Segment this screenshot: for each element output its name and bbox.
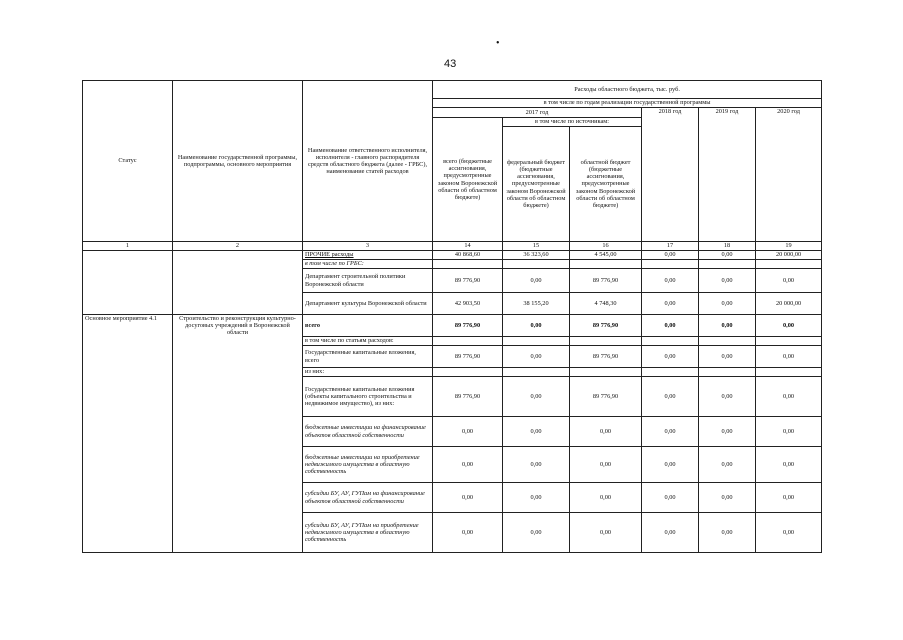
cell-value: 0,00 [756,483,822,513]
table-row [83,251,822,260]
row-label: бюджетные инвестиции на приобретение недвижимого имущества в областную собственность [303,447,433,483]
page-number: 43 [444,58,457,70]
cell-value: 0,00 [756,346,822,368]
cell-value: 4 545,00 [570,251,642,260]
row-label: Государственные капитальные вложения (объекты капитального строительства и недвижимое имущество), из них: [303,377,433,417]
cell-value: 0,00 [503,315,570,337]
cell-value: 0,00 [756,269,822,293]
cell-value: 0,00 [756,377,822,417]
cell-value: 0,00 [756,417,822,447]
empty-name-cell [173,251,303,315]
cell-value: 89 776,90 [433,346,503,368]
cell-value: 0,00 [642,447,699,483]
colnum-18: 18 [699,242,756,251]
header-regional-col: областной бюджет (бюджетные ассигнования, предусмотренные законом Воронежской области об областном бюджете) [570,127,642,242]
cell-value: 0,00 [756,447,822,483]
measure-name: Строительство и реконструкция культурно-досуговых учреждений в Воронежской области [173,315,303,553]
colnum-19: 19 [756,242,822,251]
colnum-14: 14 [433,242,503,251]
colnum-3: 3 [303,242,433,251]
row-label: бюджетные инвестиции на финансирование объектов областной собственности [303,417,433,447]
cell-value: 0,00 [699,315,756,337]
row-label: в том числе по статьям расходов: [303,337,433,346]
cell-value: 0,00 [503,483,570,513]
colnum-17: 17 [642,242,699,251]
cell-value: 89 776,90 [570,346,642,368]
cell-value: 40 868,60 [433,251,503,260]
cell-value: 0,00 [642,315,699,337]
header-expenses: Расходы областного бюджета, тыс. руб. [433,81,822,99]
cell-value: 0,00 [699,417,756,447]
cell-value: 89 776,90 [433,377,503,417]
cell-value: 0,00 [503,447,570,483]
cell-value: 0,00 [503,346,570,368]
cell-value: 20 000,00 [756,293,822,315]
table-row [83,315,822,337]
cell-value: 89 776,90 [570,315,642,337]
row-label: ПРОЧИЕ расходы [303,251,433,260]
header-status: Статус [83,81,173,242]
cell-value: 0,00 [570,483,642,513]
cell-value: 0,00 [756,513,822,553]
cell-value: 0,00 [433,483,503,513]
cell-value: 0,00 [433,513,503,553]
cell-value: 0,00 [503,513,570,553]
cell-value: 0,00 [642,377,699,417]
cell-value: 38 155,20 [503,293,570,315]
cell-value: 89 776,90 [570,377,642,417]
header-year-2019: 2019 год [699,108,756,242]
header-total-col: всего (бюджетные ассигнования, предусмотренные законом Воронежской области об областном бюджете) [433,118,503,242]
cell-value: 0,00 [503,417,570,447]
cell-value: 0,00 [699,251,756,260]
cell-value: 0,00 [699,346,756,368]
cell-value: 0,00 [503,377,570,417]
cell-value: 20 000,00 [756,251,822,260]
row-label: Департамент культуры Воронежской области [303,293,433,315]
header-by-years: в том числе по годам реализации государственной программы [433,99,822,108]
empty-status-cell [83,251,173,315]
cell-value: 0,00 [503,269,570,293]
header-year-2017: 2017 год [433,108,642,118]
colnum-1: 1 [83,242,173,251]
cell-value: 0,00 [699,293,756,315]
header-by-sources: в том числе по источникам: [503,118,642,127]
cell-value: 0,00 [699,269,756,293]
cell-value: 0,00 [570,417,642,447]
colnum-2: 2 [173,242,303,251]
header-year-2020: 2020 год [756,108,822,242]
cell-value: 36 323,60 [503,251,570,260]
budget-table [82,80,822,553]
cell-value: 0,00 [642,483,699,513]
cell-value: 0,00 [433,447,503,483]
header-program-name: Наименование государственной программы, подпрограммы, основного мероприятия [173,81,303,242]
cell-value: 0,00 [699,377,756,417]
cell-value: 0,00 [699,447,756,483]
row-label: Департамент строительной политики Воронежской области [303,269,433,293]
cell-value: 0,00 [642,269,699,293]
cell-value: 0,00 [570,447,642,483]
header-year-2018: 2018 год [642,108,699,242]
row-label: Государственные капитальные вложения, всего [303,346,433,368]
cell-value: 0,00 [642,293,699,315]
row-label: субсидии БУ, АУ, ГУПам на приобретение недвижимого имущества в областную собственность [303,513,433,553]
header-executor: Наименование ответственного исполнителя, исполнителя - главного распорядителя средств областного бюджета (далее - ГРБС), наименование статей расходов [303,81,433,242]
colnum-16: 16 [570,242,642,251]
cell-value: 4 748,30 [570,293,642,315]
cell-value: 0,00 [699,483,756,513]
cell-value: 42 903,50 [433,293,503,315]
cell-value: 89 776,90 [433,269,503,293]
cell-value: 0,00 [756,315,822,337]
page-mark: • [496,38,500,49]
cell-value: 89 776,90 [433,315,503,337]
measure-status: Основное мероприятие 4.1 [83,315,173,553]
row-label: в том числе по ГРБС: [303,260,433,269]
cell-value: 0,00 [433,417,503,447]
cell-value: 0,00 [699,513,756,553]
header-federal-col: федеральный бюджет (бюджетные ассигнования, предусмотренные законом Воронежской области об областном бюджете) [503,127,570,242]
cell-value: 0,00 [642,251,699,260]
cell-value: 89 776,90 [570,269,642,293]
cell-value: 0,00 [642,417,699,447]
row-label: всего [303,315,433,337]
colnum-15: 15 [503,242,570,251]
row-label: из них: [303,368,433,377]
row-label: субсидии БУ, АУ, ГУПам на финансирование объектов областной собственности [303,483,433,513]
cell-value: 0,00 [642,346,699,368]
cell-value: 0,00 [642,513,699,553]
cell-value: 0,00 [570,513,642,553]
